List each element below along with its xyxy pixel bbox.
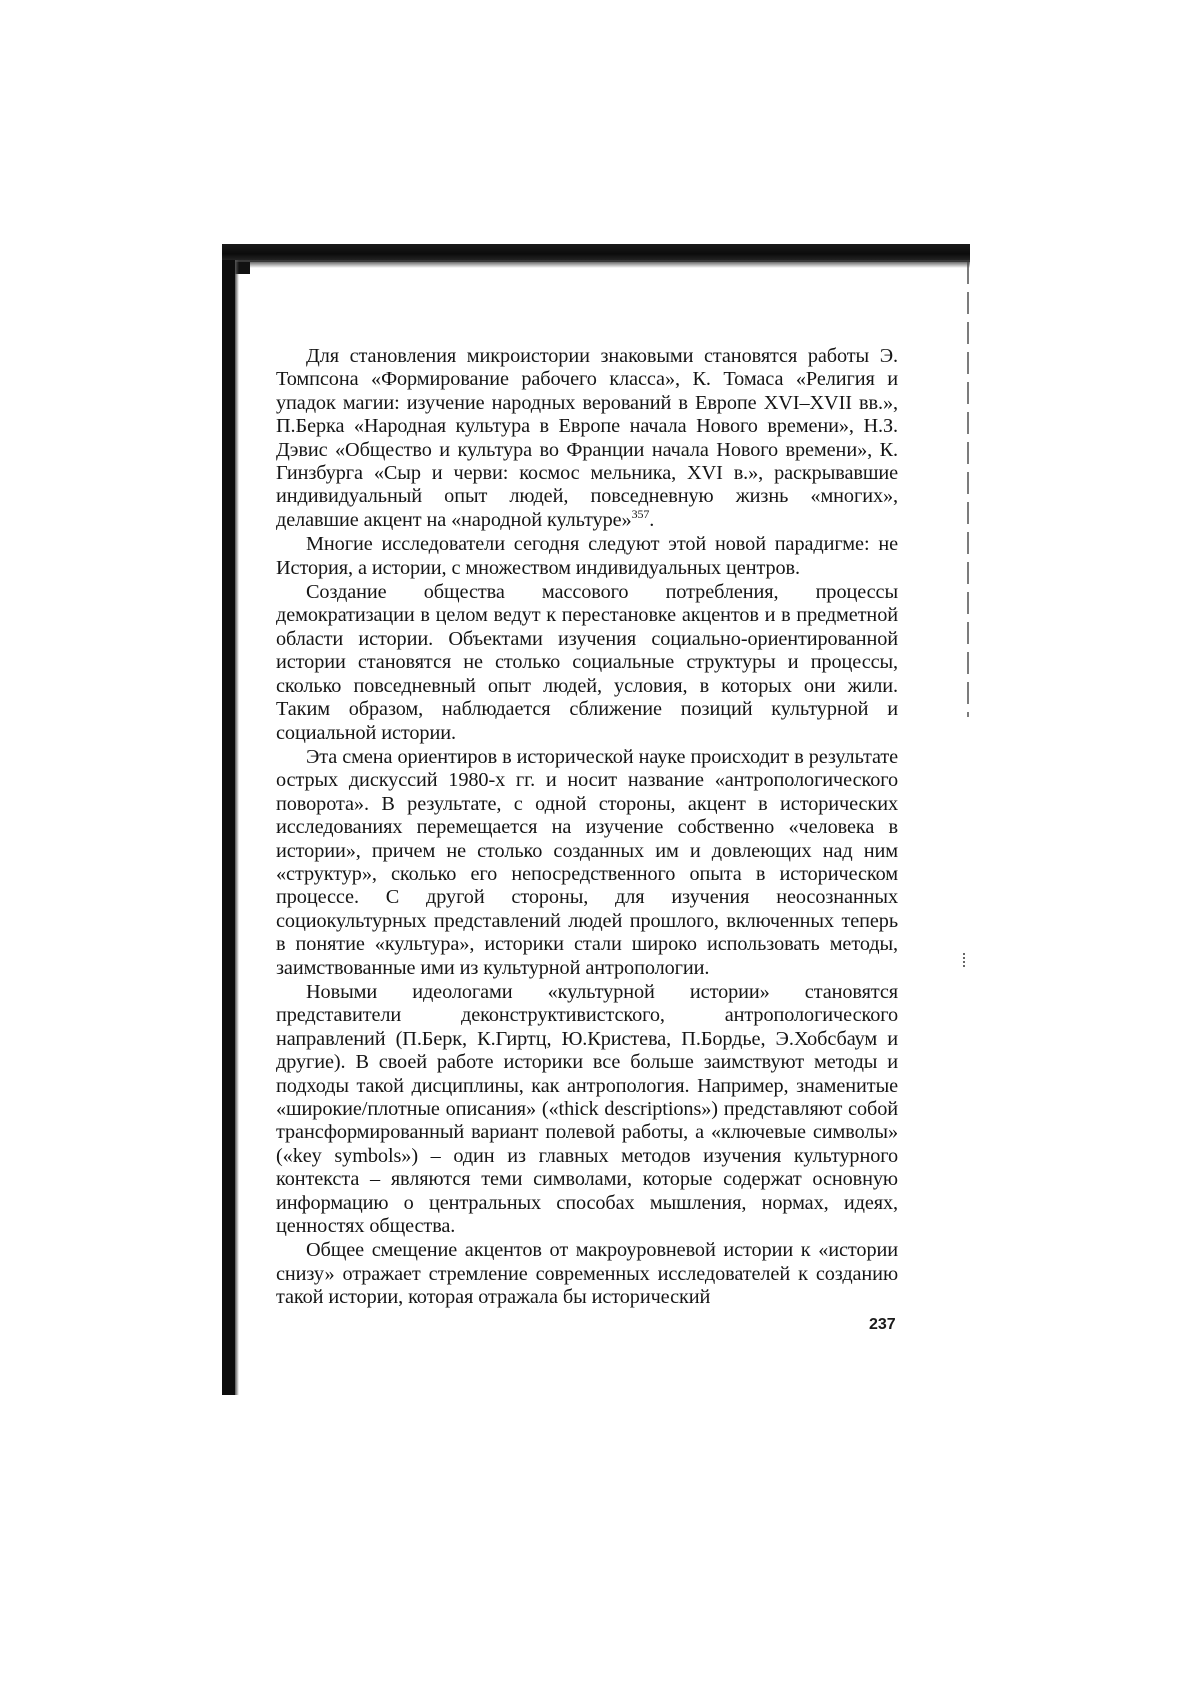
paragraph: Многие исследователи сегодня следуют этой новой парадигме: не История, а истории, с множеством индивидуальных центров. [276, 533, 898, 579]
scan-speck [963, 953, 970, 967]
scan-top-edge [222, 244, 970, 262]
paragraph: Создание общества массового потребления, процессы демократизации в целом ведут к перестановке акцентов и в предметной области истории. Объектами изучения социально-ориентированной истории становятся не столько социальные структуры и процессы, сколько повседневный опыт людей, условия, в которых они жили. Таким образом, наблюдается сближение позиций культурной и социальной истории. [276, 581, 898, 744]
page-number: 237 [869, 1316, 896, 1333]
paragraph-text: Для становления микроистории знаковыми становятся работы Э. Томпсона «Формирование рабочего класса», К. Томаса «Религия и упадок магии: изучение народных верований в Европе XVI–XVII вв.», П.Берка «Народная культура в Европе начала Нового времени», Н.З. Дэвис «Общество и культура во Франции начала Нового времени», К. Гинзбурга «Сыр и черви: космос мельника, XVI в.», раскрывавшие индивидуальный опыт людей, повседневную жизнь «многих», делавшие акцент на «народной культуре» [276, 345, 898, 531]
scan-left-edge [222, 260, 235, 1395]
paragraph [276, 345, 898, 532]
scan-right-edge [967, 262, 969, 717]
paragraph: Эта смена ориентиров в исторической науке происходит в результате острых дискуссий 1980-х гг. и носит название «антропологического поворота». В результате, с одной стороны, акцент в исторических исследованиях перемещается на изучение собственно «человека в истории», причем не столько созданных им и довлеющих над ним «структур», сколько его непосредственного опыта в историческом процессе. С другой стороны, для изучения неосознанных социокультурных представлений людей прошлого, включенных теперь в понятие «культура», историки стали широко использовать методы, заимствованные ими из культурной антропологии. [276, 745, 898, 979]
paragraph: Общее смещение акцентов от макроуровневой истории к «истории снизу» отражает стремление современных исследователей к созданию такой истории, которая отражала бы исторический [276, 1239, 898, 1309]
paragraph: Новыми идеологами «культурной истории» становятся представители деконструктивистского, антропологического направлений (П.Берк, К.Гиртц, Ю.Кристева, П.Бордье, Э.Хобсбаум и другие). В своей работе историки все больше заимствуют методы и подходы такой дисциплины, как антропология. Например, знаменитые «широкие/плотные описания» («thick descriptions») представляют собой трансформированный вариант полевой работы, а «ключевые символы» («key symbols») – один из главных методов изучения культурного контекста – являются теми символами, которые содержат основную информацию о центральных способах мышления, нормах, идеях, ценностях общества. [276, 980, 898, 1238]
text-block [276, 345, 898, 1311]
paragraph-tail: . [649, 508, 655, 531]
footnote-ref: 357 [631, 507, 650, 522]
